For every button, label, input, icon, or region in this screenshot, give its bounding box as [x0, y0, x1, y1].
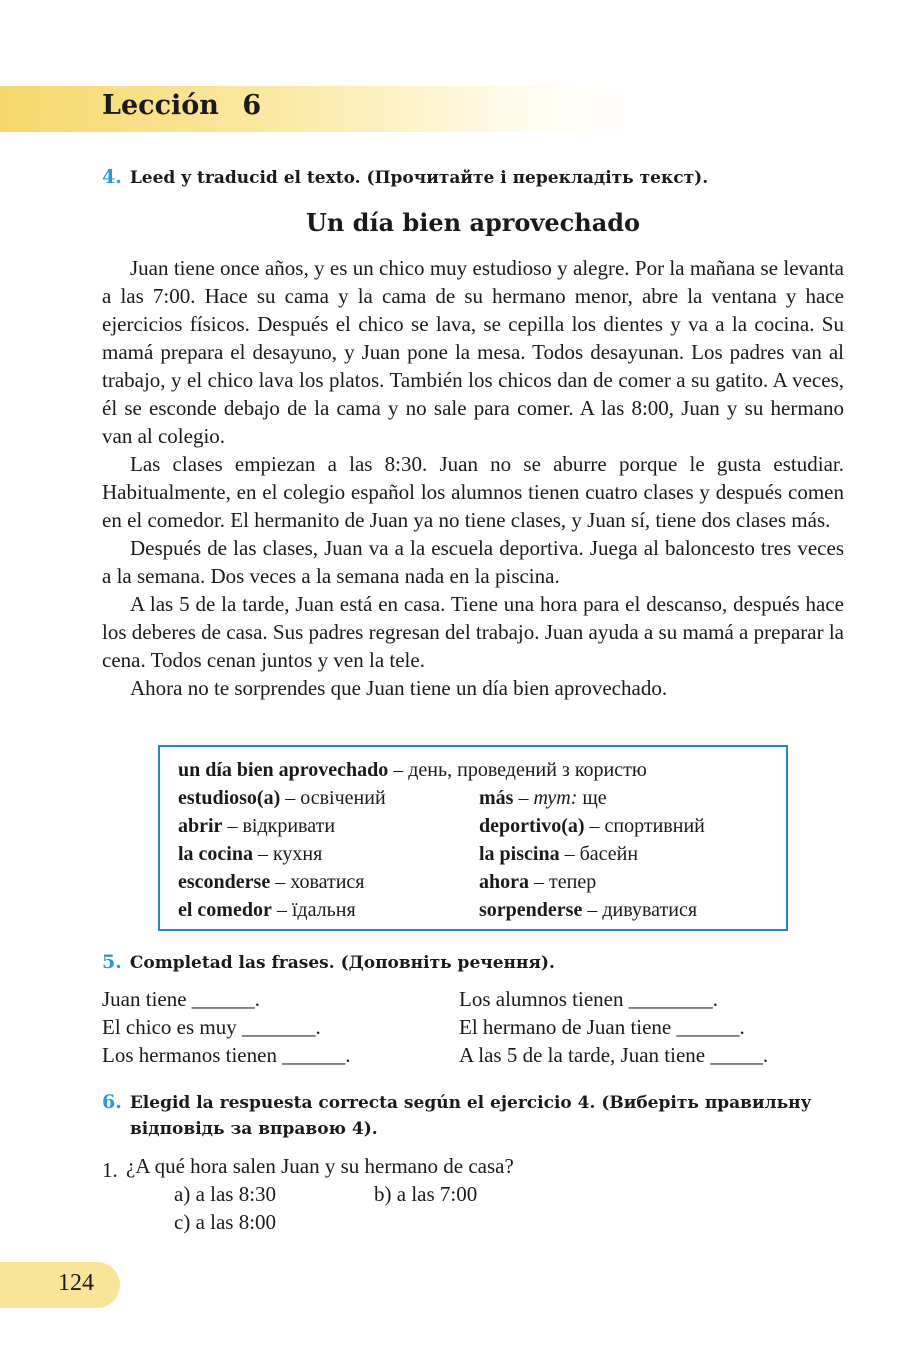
reading-title: Un día bien aprovechado: [305, 208, 641, 237]
question-number: 1.: [102, 1158, 118, 1182]
exercise-5-number: 5.: [102, 951, 122, 973]
vocab-term: sorpenderse: [479, 899, 583, 921]
vocab-entry: [479, 843, 638, 866]
reading-text: [102, 254, 844, 702]
vocab-usage-note: тут:: [533, 787, 578, 809]
exercise-6-number: 6.: [102, 1091, 122, 1113]
vocab-term: deportivo(a): [479, 815, 585, 837]
vocab-definition: – басейн: [559, 843, 639, 865]
answer-option-a: a) a las 8:30: [174, 1182, 277, 1206]
exercise-5-instruction: Completad las frases. (Доповніть речення).: [129, 953, 555, 973]
vocabulary-box: [158, 745, 788, 931]
vocab-definition: – освічений: [280, 787, 386, 809]
vocab-definition: – їдальня: [271, 899, 356, 921]
reading-paragraph: Juan tiene once años, y es un chico muy estudioso y alegre. Por la mañana se levanta a las 7:00. Hace su cama y la cama de su hermano menor, abre la ventana y hace ejercicios físicos. Después el chico se lava, se cepilla los dientes y va a la cocina. Su mamá prepara el desayuno, y Juan pone la mesa. Todos desayunan. Los padres van al trabajo, y el chico lava los platos. También los chicos dan de comer a su gatito. A veces, él se esconde debajo de la cama y no sale para comer. A las 8:00, Juan y su hermano van al colegio.: [102, 256, 844, 448]
vocab-term: la piscina: [479, 843, 560, 865]
exercise-6-instruction: Elegid la respuesta correcta según el ejercicio 4. (Виберіть правильну відповідь за вправою 4).: [129, 1093, 812, 1139]
exercise-6-heading: [102, 1089, 847, 1142]
vocab-entry: [479, 787, 607, 810]
vocab-definition: – тепер: [529, 871, 597, 893]
vocab-term: estudioso(a): [178, 787, 281, 809]
vocab-definition: ще: [577, 787, 607, 809]
vocab-term: el comedor: [178, 899, 272, 921]
reading-paragraph: Ahora no te sorprendes que Juan tiene un día bien aprovechado.: [130, 676, 668, 700]
vocab-dash: –: [513, 787, 534, 809]
vocab-definition: – дивуватися: [582, 899, 698, 921]
vocab-term: abrir: [178, 815, 223, 837]
fill-in-sentence: El hermano de Juan tiene ______.: [459, 1015, 745, 1039]
vocab-entry: [178, 787, 386, 810]
vocab-entry: [479, 815, 705, 838]
page-number: 124: [58, 1270, 94, 1296]
vocab-entry: [178, 843, 322, 866]
vocab-term: un día bien aprovechado: [178, 759, 389, 781]
vocab-term: esconderse: [178, 871, 271, 893]
fill-in-sentence: Los alumnos tienen ________.: [459, 987, 718, 1011]
exercise-4-heading: [102, 166, 708, 188]
exercise-5-heading: [102, 951, 555, 973]
vocab-entry: [178, 899, 356, 922]
vocab-definition: – спортивний: [584, 815, 705, 837]
vocab-entry: [178, 871, 365, 894]
vocab-definition: – відкривати: [222, 815, 336, 837]
exercise-4-instruction: Leed y traducid el texto. (Прочитайте і перекладіть текст).: [129, 168, 709, 188]
question-text: ¿A qué hora salen Juan y su hermano de casa?: [126, 1154, 514, 1178]
reading-paragraph: A las 5 de la tarde, Juan está en casa. Tiene una hora para el descanso, después hace los deberes de casa. Sus padres regresan del trabajo. Juan ayuda a su mamá a preparar la cena. Todos cenan juntos y ven la tele.: [102, 592, 844, 672]
fill-in-sentence: Los hermanos tienen ______.: [102, 1043, 351, 1067]
answer-option-c: c) a las 8:00: [174, 1210, 277, 1234]
reading-paragraph: Después de las clases, Juan va a la escuela deportiva. Juega al baloncesto tres veces a la semana. Dos veces a la semana nada en la piscina.: [102, 536, 844, 588]
lesson-title: Lección 6: [102, 90, 262, 121]
lesson-header-band: [0, 86, 640, 132]
vocab-entry: [178, 759, 647, 782]
question-1: [102, 1154, 514, 1182]
vocab-term: la cocina: [178, 843, 253, 865]
reading-paragraph: Las clases empiezan a las 8:30. Juan no se aburre porque le gusta estudiar. Habitualmente, en el colegio español los alumnos tienen cuatro clases y después comen en el comedor. El hermanito de Juan ya no tiene clases, y Juan sí, tiene dos clases más.: [102, 452, 844, 532]
fill-in-sentence: A las 5 de la tarde, Juan tiene _____.: [459, 1043, 769, 1067]
exercise-4-number: 4.: [102, 166, 122, 188]
vocab-definition: – день, проведений з користю: [388, 759, 647, 781]
answer-option-b: b) a las 7:00: [374, 1182, 478, 1206]
vocab-entry: [178, 815, 335, 838]
vocab-term: más: [479, 787, 514, 809]
fill-in-sentence: Juan tiene ______.: [102, 987, 261, 1011]
vocab-entry: [479, 871, 596, 894]
vocab-entry: [479, 899, 697, 922]
fill-in-sentence: El chico es muy _______.: [102, 1015, 321, 1039]
vocab-definition: – ховатися: [270, 871, 365, 893]
vocab-definition: – кухня: [253, 843, 323, 865]
vocab-term: ahora: [479, 871, 529, 893]
